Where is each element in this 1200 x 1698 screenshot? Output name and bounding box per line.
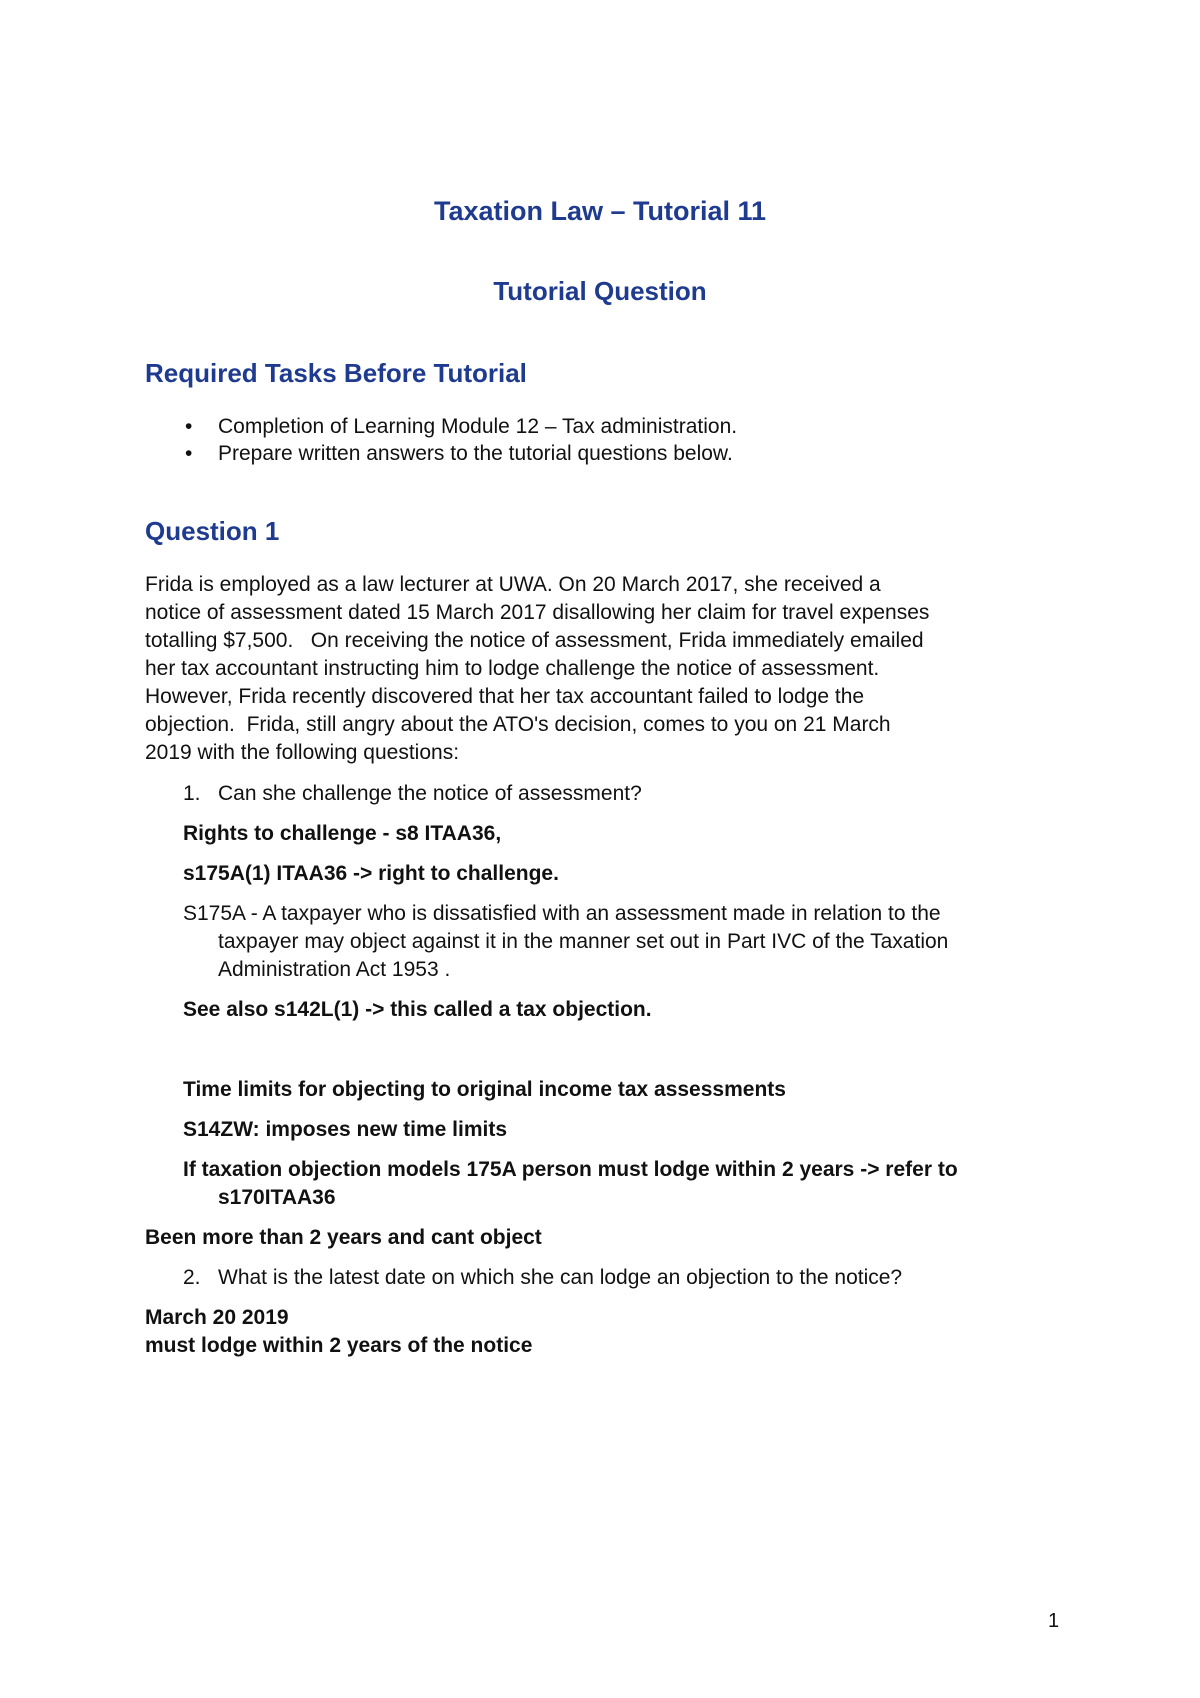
quote-line: taxpayer may object against it in the manner set out in Part IVC of the Taxation xyxy=(218,930,949,953)
answer-if-line: If taxation objection models 175A person must lodge within 2 years -> refer to xyxy=(183,1158,958,1181)
answer-rights-to-challenge: Rights to challenge - s8 ITAA36, xyxy=(183,822,502,845)
paragraph-line: her tax accountant instructing him to lodge challenge the notice of assessment. xyxy=(145,657,880,680)
question-1-heading: Question 1 xyxy=(145,516,280,546)
quote-line: Administration Act 1953 . xyxy=(218,958,451,981)
sub-question-2-text: What is the latest date on which she can lodge an objection to the notice? xyxy=(218,1266,903,1289)
answer-s175a: s175A(1) ITAA36 -> right to challenge. xyxy=(183,862,559,885)
sub-question-2-number: 2. xyxy=(183,1266,201,1289)
task-item-1: Completion of Learning Module 12 – Tax administration. xyxy=(218,415,738,438)
answer-s14zw: S14ZW: imposes new time limits xyxy=(183,1118,508,1141)
answer-if-line: s170ITAA36 xyxy=(218,1186,336,1209)
sub-question-1-number: 1. xyxy=(183,782,201,805)
bullet-icon: • xyxy=(185,442,193,465)
task-item-2: Prepare written answers to the tutorial questions below. xyxy=(218,442,733,465)
paragraph-line: totalling $7,500. On receiving the notice of assessment, Frida immediately emailed xyxy=(145,629,924,652)
bullet-icon: • xyxy=(185,415,193,438)
quote-line: S175A - A taxpayer who is dissatisfied with an assessment made in relation to the xyxy=(183,902,941,925)
document-subtitle: Tutorial Question xyxy=(493,276,707,306)
answer-note: must lodge within 2 years of the notice xyxy=(145,1334,533,1357)
paragraph-line: objection. Frida, still angry about the ATO's decision, comes to you on 21 March xyxy=(145,713,891,736)
paragraph-line: Frida is employed as a law lecturer at UWA. On 20 March 2017, she received a xyxy=(145,573,881,596)
paragraph-line: However, Frida recently discovered that her tax accountant failed to lodge the xyxy=(145,685,865,708)
tasks-heading: Required Tasks Before Tutorial xyxy=(145,358,527,388)
document-title: Taxation Law – Tutorial 11 xyxy=(433,196,767,226)
answer-conclusion: Been more than 2 years and cant object xyxy=(145,1226,542,1249)
page-number: 1 xyxy=(1048,1610,1060,1632)
answer-see-also: See also s142L(1) -> this called a tax objection. xyxy=(183,998,652,1021)
answer-date: March 20 2019 xyxy=(145,1306,289,1329)
answer-time-limits: Time limits for objecting to original income tax assessments xyxy=(183,1078,786,1101)
paragraph-line: 2019 with the following questions: xyxy=(145,741,460,764)
sub-question-1-text: Can she challenge the notice of assessment? xyxy=(218,782,642,805)
paragraph-line: notice of assessment dated 15 March 2017 disallowing her claim for travel expenses xyxy=(145,601,930,624)
